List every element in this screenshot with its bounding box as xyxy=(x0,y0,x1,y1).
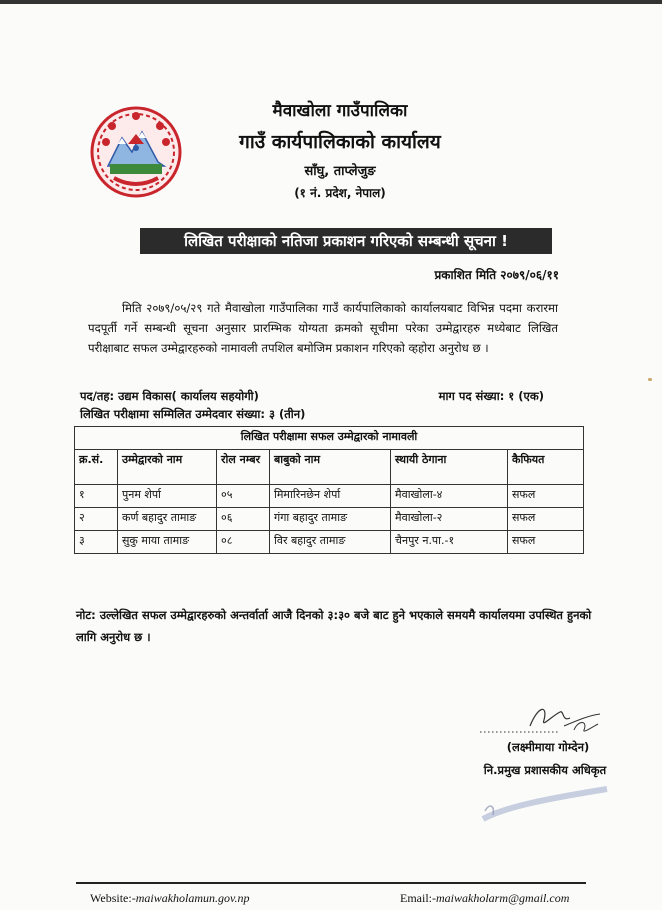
published-date: प्रकाशित मिति २०७९/०६/११ xyxy=(434,268,559,282)
cell-roll-number: ०८ xyxy=(217,531,270,554)
office-location: साँघु, ताप्लेजुङ xyxy=(304,164,376,179)
cell-father-name: मिमारिनछेन शेर्पा xyxy=(270,485,391,508)
col-address: स्थायी ठेगाना xyxy=(391,450,508,485)
table-row xyxy=(75,485,584,508)
body-paragraph: मिति २०७९/०५/२९ गते मैवाखोला गाउँपालिका गाउँ कार्यपालिकाको कार्यालयबाट विभिन्न पदमा करारमा पदपूर्ती गर्ने सम्बन्धी सूचना अनुसार प्रारम्भिक योग्यता क्रमको सूचीमा परेका उम्मेद्वारहरु मध्येबाट लिखित परीक्षाबाट सफल उम्मेद्वारहरुको नामावली तपशिल बमोजिम प्रकाशन गरिएको व्हहोरा अनुरोध छ । xyxy=(88,301,558,355)
col-remarks: कैफियत xyxy=(508,450,584,485)
cell-father-name: गंगा बहादुर तामाङ xyxy=(270,508,391,531)
table-row xyxy=(75,508,584,531)
footer-website xyxy=(90,891,249,906)
website-label: Website:- xyxy=(90,891,136,905)
footer-email xyxy=(400,891,569,906)
province-line: (१ नं. प्रदेश, नेपाल) xyxy=(294,186,386,200)
handwritten-signature-icon xyxy=(478,696,608,766)
municipality-name: मैवाखोला गाउँपालिका xyxy=(272,101,408,121)
cell-remarks: सफल xyxy=(508,508,584,531)
office-name: गाउँ कार्यपालिकाको कार्यालय xyxy=(239,131,441,153)
col-roll-number: रोल नम्बर xyxy=(217,450,270,485)
signatory-name: (लक्ष्मीमाया गोम्देन) xyxy=(506,740,590,754)
cell-roll-number: ०६ xyxy=(217,508,270,531)
table-row xyxy=(75,531,584,554)
cell-serial: १ xyxy=(75,485,118,508)
candidate-count: लिखित परीक्षामा सम्मिलित उम्मेदवार संख्या: ३ (तीन) xyxy=(80,407,306,421)
office-stamp-icon xyxy=(475,785,615,825)
table-caption: लिखित परीक्षामा सफल उम्मेद्वारको नामावली xyxy=(75,427,584,450)
col-father-name: बाबुको नाम xyxy=(270,450,391,485)
email-link[interactable]: maiwakholarm@gmail.com xyxy=(436,891,570,905)
cell-address: मैवाखोला-२ xyxy=(391,508,508,531)
cell-roll-number: ०५ xyxy=(217,485,270,508)
cell-candidate-name: कर्ण बहादुर तामाङ xyxy=(118,508,217,531)
cell-remarks: सफल xyxy=(508,485,584,508)
post-level: पद/तह: उद्यम विकास( कार्यालय सहयोगी) xyxy=(80,389,259,403)
top-border xyxy=(0,0,662,4)
col-serial: क्र.सं. xyxy=(75,450,118,485)
ink-speck xyxy=(648,378,652,381)
cell-remarks: सफल xyxy=(508,531,584,554)
cell-candidate-name: सुकु माया तामाङ xyxy=(118,531,217,554)
results-table xyxy=(74,426,584,554)
table-header-row xyxy=(75,450,584,485)
cell-father-name: विर बहादुर तामाङ xyxy=(270,531,391,554)
website-link[interactable]: maiwakholamun.gov.np xyxy=(135,891,250,905)
email-label: Email:- xyxy=(400,891,436,905)
cell-serial: ३ xyxy=(75,531,118,554)
cell-address: चैनपुर न.पा.-१ xyxy=(391,531,508,554)
footer-rule xyxy=(76,882,586,884)
cell-candidate-name: पुनम शेर्पा xyxy=(118,485,217,508)
cell-serial: २ xyxy=(75,508,118,531)
nepal-emblem-icon xyxy=(88,104,184,200)
interview-note: नोट: उल्लेखित सफल उम्मेद्वारहरुको अन्तर्वार्ता आजै दिनको ३:३० बजे बाट हुने भएकाले समयमै कार्यालयमा उपस्थित हुनको लागि अनुरोध छ । xyxy=(76,608,592,644)
col-candidate-name: उम्मेद्वारको नाम xyxy=(118,450,217,485)
cell-address: मैवाखोला-४ xyxy=(391,485,508,508)
demand-count: माग पद संख्या: १ (एक) xyxy=(438,389,544,403)
notice-title-banner: लिखित परीक्षाको नतिजा प्रकाशन गरिएको सम्बन्धी सूचना ! xyxy=(140,228,552,254)
signatory-title: नि.प्रमुख प्रशासकीय अधिकृत xyxy=(483,763,607,777)
